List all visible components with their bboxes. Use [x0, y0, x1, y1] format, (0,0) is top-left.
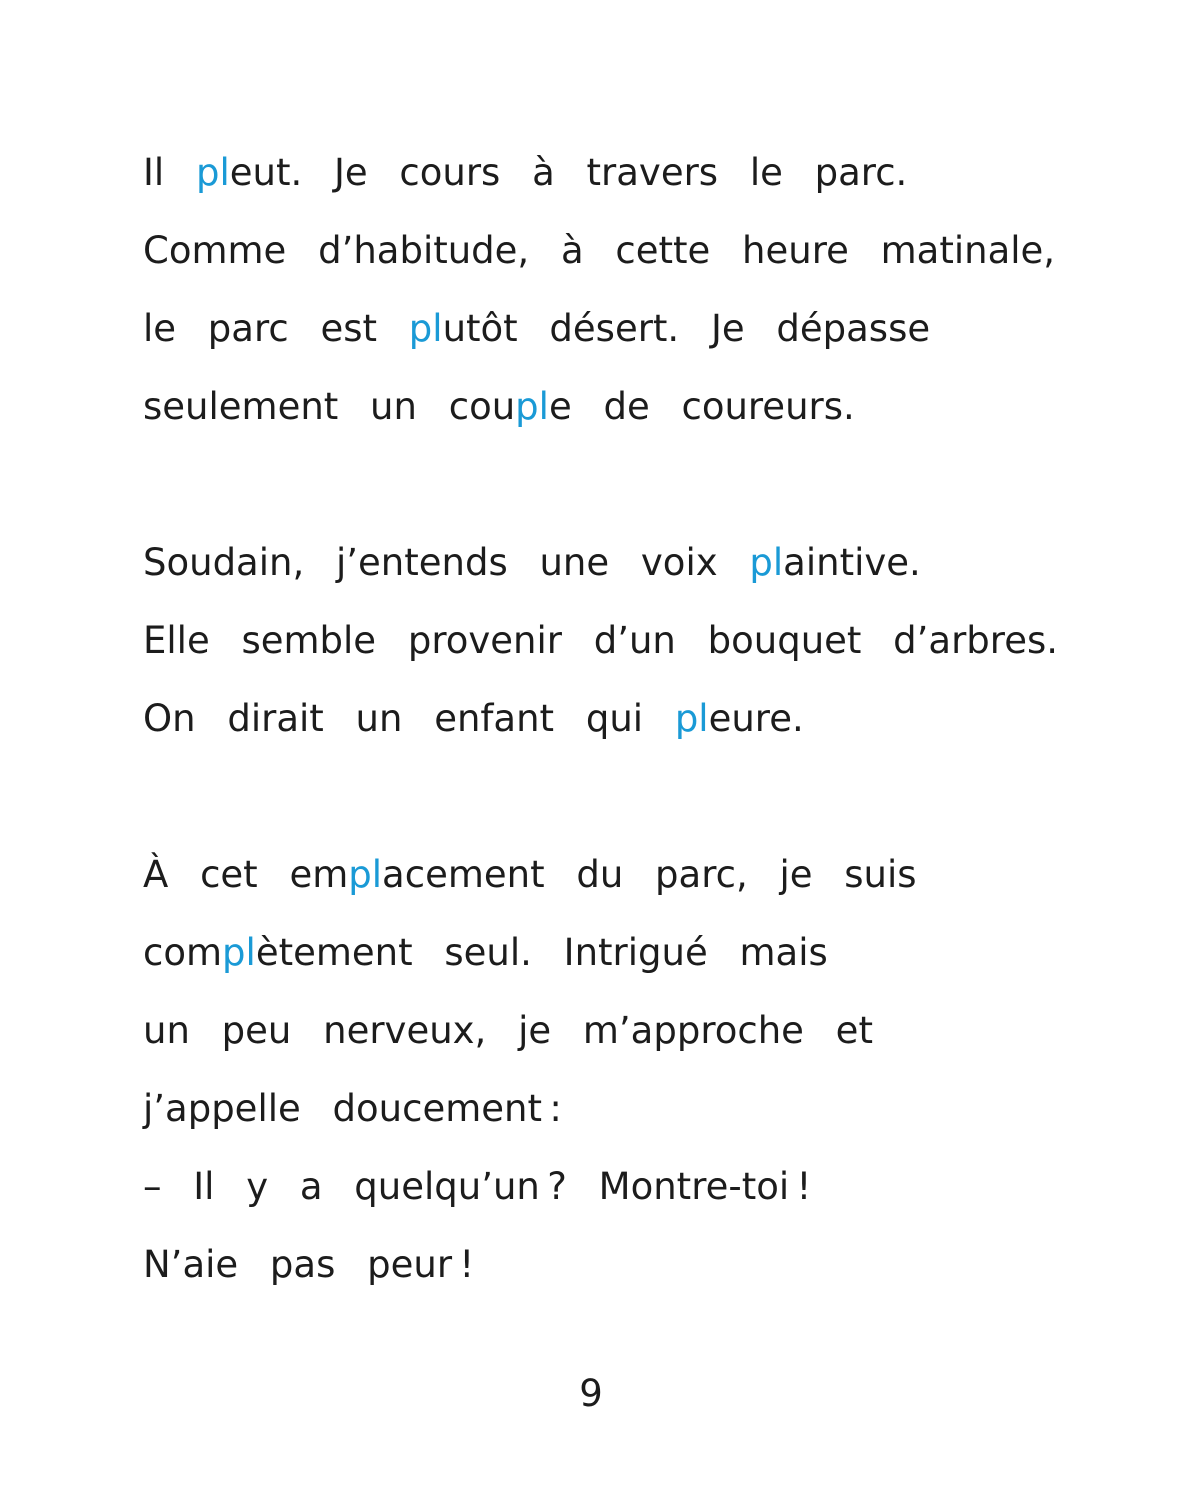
text-segment: Comme d’habitude, à cette heure matinale,	[143, 229, 1056, 272]
story-text	[143, 134, 1142, 1304]
text-segment: seulement un cou	[143, 385, 516, 428]
text-segment: un peu nerveux, je m’approche et	[143, 1009, 873, 1052]
text-segment: ètement seul. Intrigué mais	[255, 931, 828, 974]
highlighted-pl-digraph: pl	[195, 151, 230, 194]
highlighted-pl-digraph: pl	[222, 931, 256, 974]
text-line	[143, 290, 1142, 368]
paragraph-1	[143, 134, 1142, 446]
page-number: 9	[579, 1372, 603, 1415]
text-segment: eut. Je cours à travers le parc.	[229, 151, 908, 194]
text-segment: À cet em	[143, 853, 349, 896]
text-line	[143, 914, 1142, 992]
text-line	[143, 524, 1142, 602]
highlighted-pl-digraph: pl	[408, 307, 443, 350]
text-line	[143, 368, 1142, 446]
text-line	[143, 992, 1142, 1070]
text-segment: N’aie pas peur !	[143, 1243, 475, 1286]
text-segment: – Il y a quelqu’un ? Montre-toi !	[143, 1165, 812, 1208]
text-line	[143, 212, 1142, 290]
text-segment: j’appelle doucement :	[143, 1087, 562, 1130]
paragraph-3	[143, 836, 1142, 1304]
paragraph-2	[143, 524, 1142, 758]
text-segment: Soudain, j’entends une voix	[143, 541, 750, 584]
text-segment: Elle semble provenir d’un bouquet d’arbres.	[143, 619, 1058, 662]
text-line	[143, 680, 1142, 758]
text-line	[143, 1226, 1142, 1304]
text-segment: e de coureurs.	[548, 385, 855, 428]
text-segment: com	[143, 931, 223, 974]
highlighted-pl-digraph: pl	[348, 853, 383, 896]
highlighted-pl-digraph: pl	[515, 385, 549, 428]
text-segment: On dirait un enfant qui	[143, 697, 675, 740]
text-line	[143, 1070, 1142, 1148]
text-segment: acement du parc, je suis	[382, 853, 917, 896]
text-segment: eure.	[708, 697, 804, 740]
text-segment: Il	[143, 151, 196, 194]
text-line	[143, 134, 1142, 212]
highlighted-pl-digraph: pl	[749, 541, 784, 584]
highlighted-pl-digraph: pl	[674, 697, 709, 740]
text-line	[143, 1148, 1142, 1226]
text-segment: aintive.	[783, 541, 921, 584]
text-line	[143, 836, 1142, 914]
text-segment: utôt désert. Je dépasse	[442, 307, 931, 350]
text-line	[143, 602, 1142, 680]
text-segment: le parc est	[143, 307, 409, 350]
